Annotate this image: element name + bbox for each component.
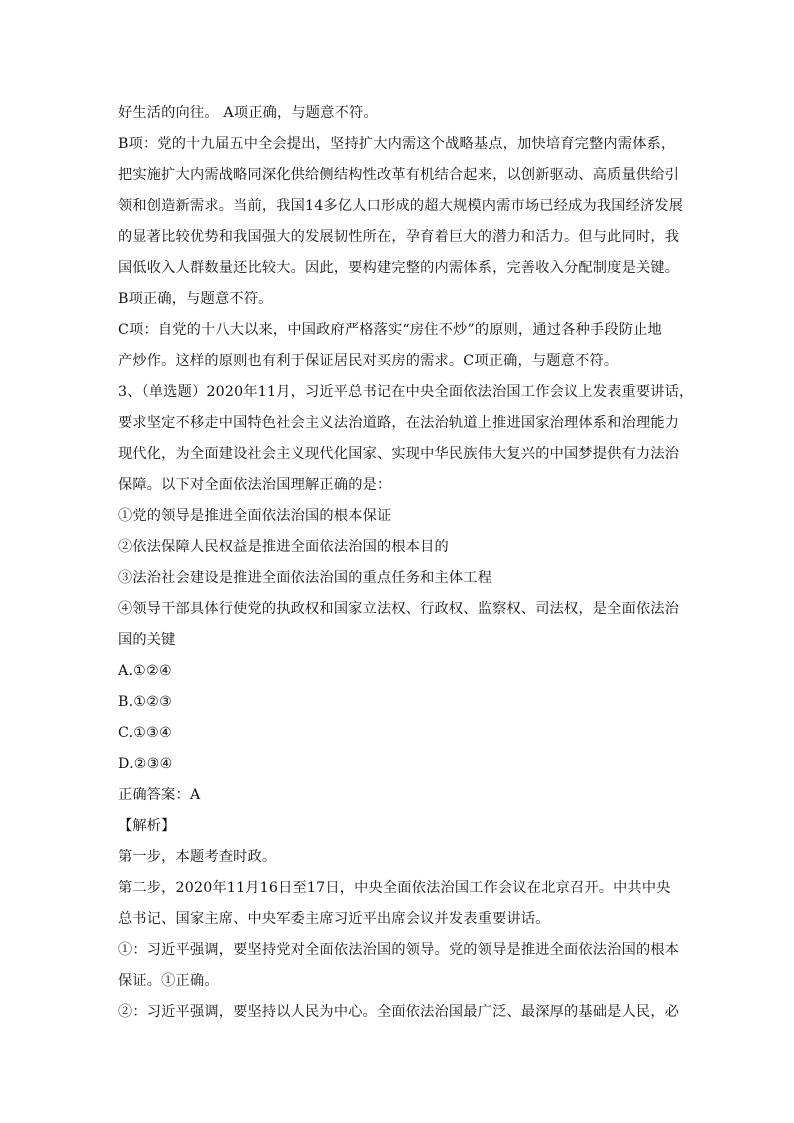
text-line: 要求坚定不移走中国特色社会主义法治道路，在法治轨道上推进国家治理体系和治理能力 xyxy=(118,415,680,431)
statement-3: ③法治社会建设是推进全面依法治国的重点任务和主体工程 xyxy=(118,570,493,586)
statement-1: ①党的领导是推进全面依法治国的根本保证 xyxy=(118,508,392,524)
text-line: 保障。以下对全面依法治国理解正确的是： xyxy=(118,477,392,493)
text-line: 保证。①正确。 xyxy=(118,973,219,989)
text-line: 第一步，本题考查时政。 xyxy=(118,849,277,865)
text-line: B项：党的十九届五中全会提出，坚持扩大内需这个战略基点，加快培育完整内需体系， xyxy=(118,136,676,152)
text-line: 总书记、国家主席、中央军委主席习近平出席会议并发表重要讲话。 xyxy=(118,911,550,927)
text-line: 现代化，为全面建设社会主义现代化国家、实现中华民族伟大复兴的中国梦提供有力法治 xyxy=(118,446,680,462)
option-b: B.①②③ xyxy=(118,694,173,710)
text-line: ②：习近平强调，要坚持以人民为中心。全面依法治国最广泛、最深厚的基础是人民，必 xyxy=(118,1004,680,1020)
text-line: 把实施扩大内需战略同深化供给侧结构性改革有机结合起来，以创新驱动、高质量供给引 xyxy=(118,167,680,183)
text-line: 领和创造新需求。当前，我国14多亿人口形成的超大规模内需市场已经成为我国经济发展 xyxy=(118,198,684,214)
document-body xyxy=(118,98,694,1028)
option-a: A.①②④ xyxy=(118,663,172,679)
text-line: 好生活的向往。 A项正确，与题意不符。 xyxy=(118,105,378,121)
correct-answer: 正确答案：A xyxy=(118,787,201,803)
statement-2: ②依法保障人民权益是推进全面依法治国的根本目的 xyxy=(118,539,449,555)
question-heading: 3、（单选题）2020年11月，习近平总书记在中央全面依法治国工作会议上发表重要讲话， xyxy=(118,384,694,400)
text-line: 的显著比较优势和我国强大的发展韧性所在，孕育着巨大的潜力和活力。但与此同时，我 xyxy=(118,229,680,245)
text-line: B项正确，与题意不符。 xyxy=(118,291,273,307)
option-c: C.①③④ xyxy=(118,725,173,741)
statement-4: ④领导干部具体行使党的执政权和国家立法权、行政权、监察权、司法权，是全面依法治 xyxy=(118,601,680,617)
statement-4-continued: 国的关键 xyxy=(118,632,176,648)
option-d: D.②③④ xyxy=(118,756,173,772)
text-line: C项：自党的十八大以来，中国政府严格落实“房住不炒”的原则，通过各种手段防止地 xyxy=(118,322,662,338)
text-line: 第二步，2020年11月16日至17日，中央全面依法治国工作会议在北京召开。中共中央 xyxy=(118,880,671,896)
text-line: 国低收入人群数量还比较大。因此，要构建完整的内需体系，完善收入分配制度是关键。 xyxy=(118,260,680,276)
text-line: 产炒作。这样的原则也有利于保证居民对买房的需求。C项正确，与题意不符。 xyxy=(118,353,619,369)
analysis-heading: 【解析】 xyxy=(118,818,176,834)
text-line: ①：习近平强调，要坚持党对全面依法治国的领导。党的领导是推进全面依法治国的根本 xyxy=(118,942,680,958)
